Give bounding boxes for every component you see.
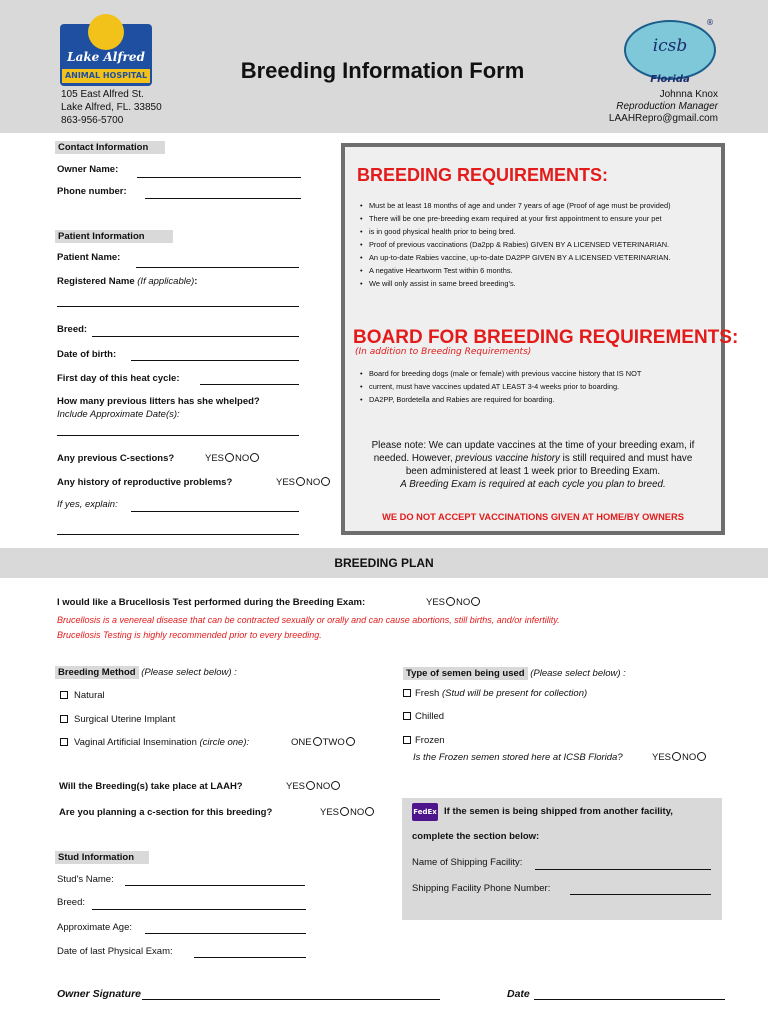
no-radio[interactable]: [471, 597, 480, 606]
yes-radio[interactable]: [296, 477, 305, 486]
registered-name-label: [57, 276, 197, 287]
contact-email[interactable]: LAAHRepro@gmail.com: [608, 113, 718, 124]
one-two-choice: [291, 737, 356, 748]
owner-name-field[interactable]: [137, 177, 301, 178]
semen-frozen[interactable]: [403, 735, 445, 746]
home-vaccine-warning: WE DO NOT ACCEPT VACCINATIONS GIVEN AT HOME/BY OWNERS: [382, 512, 684, 522]
explain-field-2[interactable]: [57, 534, 299, 535]
dob-label: Date of birth:: [57, 349, 117, 360]
note-line: Please note: We can update vaccines at the time of your breeding exam, if: [371, 440, 695, 451]
no-label: NO: [350, 807, 365, 818]
stud-breed-field[interactable]: [92, 909, 306, 910]
board-requirements-sub: (In addition to Breeding Requirements): [355, 347, 532, 357]
breeding-method-title: Breeding Method: [55, 666, 139, 679]
csection-yesno: [320, 807, 375, 818]
yes-label: YES: [426, 597, 446, 608]
list-item: • An up-to-date Rabies vaccine, up-to-date DA2PP GIVEN BY A LICENSED VETERINARIAN.: [357, 251, 707, 264]
method-natural[interactable]: [60, 690, 105, 701]
litters-label: How many previous litters has she whelped?: [57, 396, 260, 407]
no-radio[interactable]: [321, 477, 330, 486]
semen-label: Chilled: [415, 711, 445, 722]
clinic-phone: 863-956-5700: [61, 115, 124, 126]
address-line: 105 East Alfred St.: [61, 89, 144, 100]
no-label: NO: [456, 597, 471, 608]
address-line: Lake Alfred, FL. 33850: [61, 102, 162, 113]
yes-label: YES: [286, 781, 306, 792]
list-item: • Board for breeding dogs (male or female) with previous vaccine history that IS NOT: [357, 367, 707, 380]
semen-fresh[interactable]: [403, 688, 587, 699]
no-label: NO: [316, 781, 331, 792]
repro-yesno: [276, 477, 331, 488]
note-text: is still required and must have: [559, 453, 693, 464]
contact-section-title: Contact Information: [55, 141, 165, 154]
dob-field[interactable]: [131, 360, 299, 361]
yes-label: YES: [652, 752, 672, 763]
registered-hint: (If applicable): [137, 276, 195, 287]
stud-age-field[interactable]: [145, 933, 306, 934]
list-item: • current, must have vaccines updated AT LEAST 3-4 weeks prior to boarding.: [357, 380, 707, 393]
breeding-method-header: [55, 667, 237, 678]
owner-signature-label: Owner Signature: [57, 988, 142, 1000]
laah-question: Will the Breeding(s) take place at LAAH?: [59, 781, 243, 792]
shipping-instruction-2: complete the section below:: [412, 831, 540, 842]
no-label: NO: [682, 752, 697, 763]
method-hint: (Please select below) :: [141, 667, 237, 678]
registered-name-text: Registered Name: [57, 276, 135, 287]
shipping-box: [402, 798, 722, 920]
method-vaginal-ai[interactable]: [60, 737, 249, 748]
shipping-instruction: If the semen is being shipped from another facility,: [444, 806, 673, 817]
stud-age-label: Approximate Age:: [57, 922, 132, 933]
list-item: • Must be at least 18 months of age and under 7 years of age (Proof of age must be provided): [357, 199, 707, 212]
registered-mark: ®: [706, 18, 714, 27]
fedex-icon: [412, 803, 438, 821]
list-item: • DA2PP, Bordetella and Rabies are required for boarding.: [357, 393, 707, 406]
if-yes-label: If yes, explain:: [57, 499, 118, 510]
logo-subtitle: ANIMAL HOSPITAL: [62, 69, 150, 83]
vaccine-note: [349, 439, 717, 491]
yes-radio[interactable]: [225, 453, 234, 462]
one-label: ONE: [291, 737, 312, 748]
registered-name-field[interactable]: [57, 306, 299, 307]
brucellosis-recommendation: Brucellosis Testing is highly recommended prior to every breeding.: [57, 630, 322, 640]
laah-yesno: [286, 781, 341, 792]
csections-yesno: [205, 453, 260, 464]
checkbox[interactable]: [403, 689, 411, 697]
frozen-question: Is the Frozen semen stored here at ICSB Florida?: [413, 752, 623, 763]
breed-label: Breed:: [57, 324, 88, 335]
owner-name-label: Owner Name:: [57, 164, 119, 175]
stud-name-label: Stud's Name:: [57, 874, 114, 885]
stud-exam-label: Date of last Physical Exam:: [57, 946, 173, 957]
fedex-text: FedEx: [412, 803, 438, 821]
repro-problems-label: Any history of reproductive problems?: [57, 477, 233, 488]
two-radio[interactable]: [346, 737, 355, 746]
note-line: [349, 452, 717, 465]
board-requirements-heading: BOARD FOR BREEDING REQUIREMENTS:: [353, 327, 739, 348]
yes-label: YES: [276, 477, 296, 488]
facility-phone-label: Shipping Facility Phone Number:: [412, 883, 551, 894]
breed-field[interactable]: [92, 336, 299, 337]
list-item: • There will be one pre-breeding exam required at your first appointment to ensure your pet: [357, 212, 707, 225]
note-line: been administered at least 1 week prior to Breeding Exam.: [405, 466, 661, 477]
date-field[interactable]: [534, 999, 725, 1000]
breeding-requirements-heading: BREEDING REQUIREMENTS:: [357, 165, 609, 185]
requirements-box: [341, 143, 739, 535]
yes-label: YES: [205, 453, 225, 464]
stud-breed-label: Breed:: [57, 897, 85, 908]
circle-one-hint: (circle one):: [199, 737, 250, 748]
brucellosis-question: I would like a Brucellosis Test performed during the Breeding Exam:: [57, 597, 366, 608]
method-label: Surgical Uterine Implant: [74, 714, 176, 725]
note-line: A Breeding Exam is required at each cycle you plan to breed.: [400, 479, 666, 490]
registered-colon: :: [194, 276, 198, 287]
method-label: Natural: [74, 690, 105, 701]
csections-label: Any previous C-sections?: [57, 453, 175, 464]
no-radio[interactable]: [250, 453, 259, 462]
stud-exam-field[interactable]: [194, 957, 306, 958]
checkbox[interactable]: [403, 736, 411, 744]
checkbox[interactable]: [60, 715, 68, 723]
one-radio[interactable]: [313, 737, 322, 746]
heat-cycle-field[interactable]: [200, 384, 299, 385]
frozen-yesno: [652, 752, 707, 763]
list-item: • A negative Heartworm Test within 6 months.: [357, 264, 707, 277]
contact-block: [560, 89, 718, 125]
stud-name-field[interactable]: [125, 885, 305, 886]
phone-number-label: Phone number:: [57, 186, 127, 197]
semen-hint: (Please select below) :: [530, 668, 626, 679]
facility-phone-field[interactable]: [570, 894, 711, 895]
no-label: NO: [235, 453, 250, 464]
phone-number-field[interactable]: [145, 198, 301, 199]
checkbox[interactable]: [60, 691, 68, 699]
contact-title: Reproduction Manager: [616, 101, 718, 112]
brucellosis-yesno: [426, 597, 481, 608]
sun-icon: [88, 14, 124, 50]
no-radio[interactable]: [697, 752, 706, 761]
semen-type-header: [403, 668, 626, 679]
checkbox[interactable]: [60, 738, 68, 746]
breeding-requirements-list: [357, 199, 707, 290]
yes-radio[interactable]: [340, 807, 349, 816]
heat-cycle-label: First day of this heat cycle:: [57, 373, 180, 384]
explain-field[interactable]: [131, 511, 299, 512]
list-item: • is in good physical health prior to being bred.: [357, 225, 707, 238]
semen-label: Frozen: [415, 735, 445, 746]
icsb-logo-text: icsb: [652, 36, 688, 56]
patient-name-label: Patient Name:: [57, 252, 121, 263]
yes-radio[interactable]: [446, 597, 455, 606]
facility-field[interactable]: [535, 869, 711, 870]
no-radio[interactable]: [365, 807, 374, 816]
method-label: Vaginal Artificial Insemination: [74, 737, 197, 748]
brucellosis-note: Brucellosis is a venereal disease that can be contracted sexually or orally and can cause abortions, still births, and/or infertility.: [57, 615, 560, 625]
logo-text: Lake Alfred: [67, 50, 145, 64]
list-item: • We will only assist in same breed breeding's.: [357, 277, 707, 290]
method-surgical[interactable]: [60, 714, 175, 725]
date-label: Date: [507, 988, 530, 1000]
fresh-hint: (Stud will be present for collection): [441, 688, 588, 699]
yes-radio[interactable]: [672, 752, 681, 761]
note-text: previous vaccine history: [455, 453, 560, 464]
list-item: • Proof of previous vaccinations (Da2pp & Rabies) GIVEN BY A LICENSED VETERINARIAN.: [357, 238, 707, 251]
semen-type-title: Type of semen being used: [403, 667, 528, 680]
csection-question: Are you planning a c-section for this breeding?: [59, 807, 273, 818]
contact-name: Johnna Knox: [659, 89, 718, 100]
semen-label: Fresh: [415, 688, 440, 699]
two-label: TWO: [322, 737, 345, 748]
yes-radio[interactable]: [306, 781, 315, 790]
note-text: needed. However,: [373, 453, 456, 464]
patient-name-field[interactable]: [136, 267, 299, 268]
facility-label: Name of Shipping Facility:: [412, 857, 523, 868]
semen-chilled[interactable]: [403, 711, 444, 722]
no-radio[interactable]: [331, 781, 340, 790]
no-label: NO: [306, 477, 321, 488]
litters-hint: Include Approximate Date(s):: [57, 409, 180, 420]
clinic-address: [61, 88, 162, 127]
board-requirements-list: [357, 367, 707, 406]
owner-signature-field[interactable]: [142, 999, 440, 1000]
stud-section-title: Stud Information: [55, 851, 149, 864]
page-title: Breeding Information Form: [240, 58, 525, 83]
checkbox[interactable]: [403, 712, 411, 720]
icsb-state: Florida: [650, 74, 690, 85]
breeding-plan-title: BREEDING PLAN: [0, 548, 768, 578]
litters-field[interactable]: [57, 435, 299, 436]
patient-section-title: Patient Information: [55, 230, 173, 243]
yes-label: YES: [320, 807, 340, 818]
